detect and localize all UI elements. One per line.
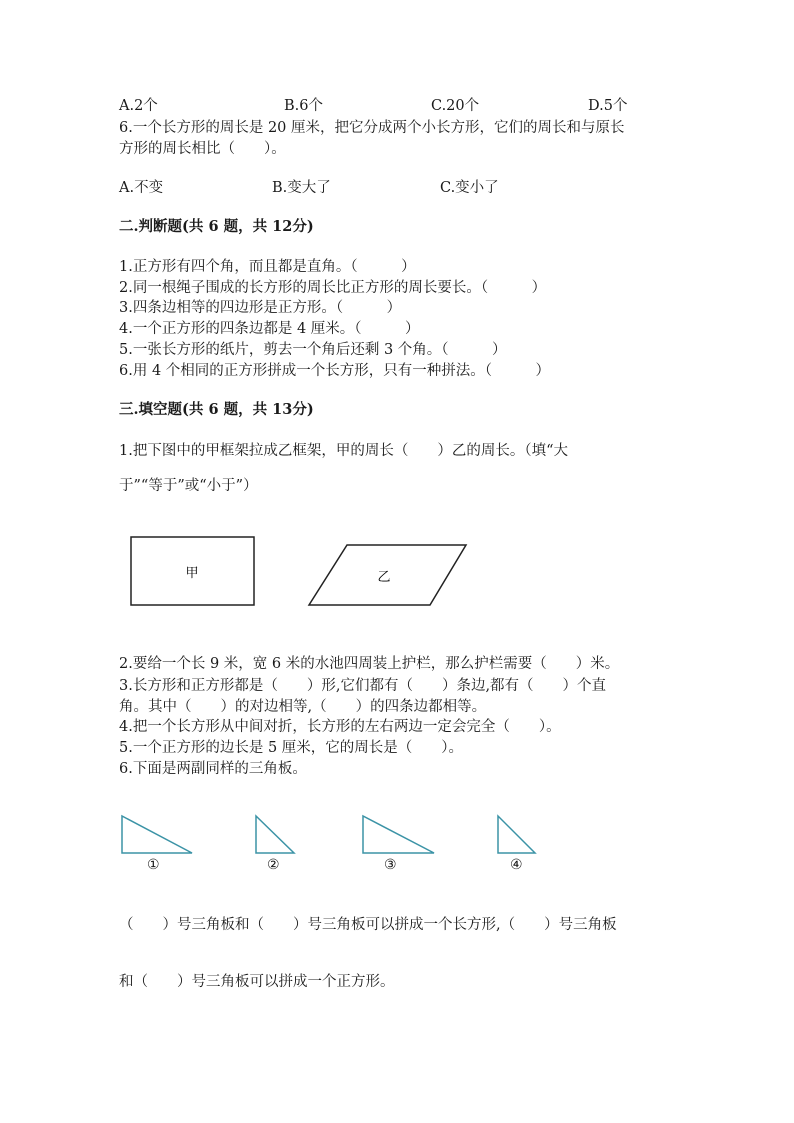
fill-q6-line3: 和（ ）号三角板可以拼成一个正方形。: [119, 974, 395, 990]
triangle-4: [498, 816, 535, 853]
fill-q2: 2.要给一个长 9 米，宽 6 米的水池四周装上护栏，那么护栏需要（ ）米。: [119, 656, 620, 672]
q6-option-b: B.变大了: [272, 180, 331, 196]
label-yi: 乙: [377, 570, 391, 585]
triangle-figure: [115, 810, 545, 860]
q5-option-a: A.2个: [119, 98, 158, 114]
triangle-1: [122, 816, 192, 853]
judge-item-1: 1.正方形有四个角，而且都是直角。（ ）: [119, 259, 416, 275]
fill-q1-line1: 1.把下图中的甲框架拉成乙框架，甲的周长（ ）乙的周长。（填“大: [119, 443, 568, 459]
judge-item-5: 5.一张长方形的纸片，剪去一个角后还剩 3 个角。（ ）: [119, 342, 507, 358]
fill-q3-line2: 角。其中（ ）的对边相等,（ ）的四条边都相等。: [119, 699, 487, 715]
section2-title: 二.判断题(共 6 题，共 12分): [119, 218, 314, 235]
q5-option-d: D.5个: [588, 98, 628, 114]
judge-item-3: 3.四条边相等的四边形是正方形。（ ）: [119, 300, 402, 316]
q6-option-a: A.不变: [119, 180, 164, 196]
q6-option-c: C.变小了: [440, 180, 499, 196]
triangle-2: [256, 816, 294, 853]
judge-item-4: 4.一个正方形的四条边都是 4 厘米。（ ）: [119, 321, 420, 337]
fill-q6: 6.下面是两副同样的三角板。: [119, 761, 307, 777]
triangle-3: [363, 816, 434, 853]
q6-text-line1: 6.一个长方形的周长是 20 厘米，把它分成两个小长方形，它们的周长和与原长: [119, 120, 625, 136]
fill-q4: 4.把一个长方形从中间对折，长方形的左右两边一定会完全（ ）。: [119, 719, 561, 735]
frame-figure: [125, 530, 475, 615]
fill-q3-line1: 3.长方形和正方形都是（ ）形,它们都有（ ）条边,都有（ ）个直: [119, 678, 607, 694]
triangle-label-4: ④: [510, 857, 523, 873]
q5-option-b: B.6个: [284, 98, 323, 114]
label-jia: 甲: [185, 566, 199, 581]
triangle-label-3: ③: [384, 857, 397, 873]
section3-title: 三.填空题(共 6 题，共 13分): [119, 401, 314, 418]
q6-text-line2: 方形的周长相比（ ）。: [119, 141, 286, 157]
fill-q6-line2: （ ）号三角板和（ ）号三角板可以拼成一个长方形,（ ）号三角板: [119, 917, 617, 933]
fill-q1-line2: 于”“等于”或“小于”）: [119, 478, 258, 494]
triangle-label-1: ①: [147, 857, 160, 873]
judge-item-2: 2.同一根绳子围成的长方形的周长比正方形的周长要长。（ ）: [119, 280, 547, 296]
judge-item-6: 6.用 4 个相同的正方形拼成一个长方形，只有一种拼法。（ ）: [119, 363, 551, 379]
fill-q5: 5.一个正方形的边长是 5 厘米，它的周长是（ ）。: [119, 740, 464, 756]
q5-option-c: C.20个: [431, 98, 480, 114]
triangle-label-2: ②: [267, 857, 280, 873]
